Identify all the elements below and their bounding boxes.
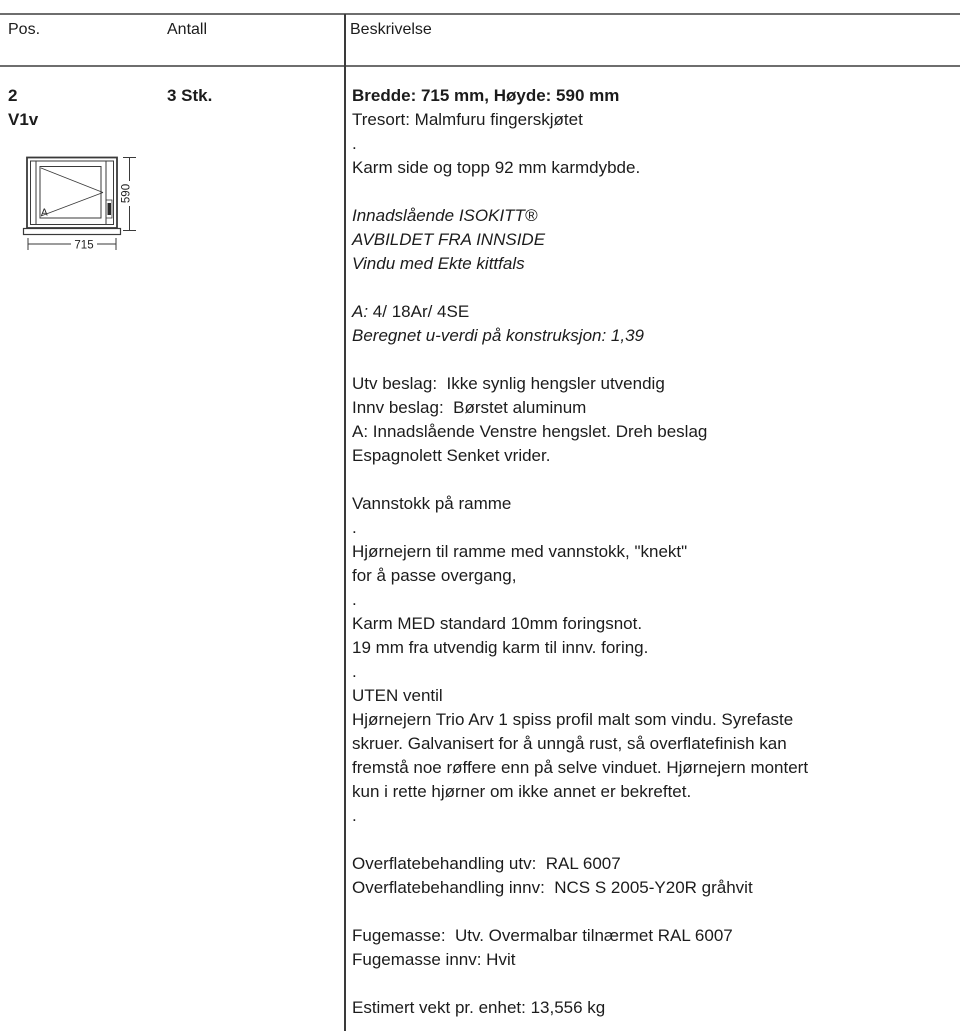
description-line: kun i rette hjørner om ikke annet er bekreftet. <box>352 782 692 801</box>
description-line <box>352 276 952 300</box>
description-line <box>352 900 952 924</box>
description-line: . <box>352 662 357 681</box>
description-line <box>352 180 952 204</box>
description-line: Innadslående ISOKITT® <box>352 206 538 225</box>
table-top-border <box>0 13 960 15</box>
column-header-antall: Antall <box>167 21 208 38</box>
window-handle <box>108 203 112 215</box>
column-header-pos: Pos. <box>8 21 41 38</box>
window-diagram <box>14 148 144 253</box>
height-dim-label: 590 <box>120 183 133 204</box>
description-line: UTEN ventil <box>352 686 443 705</box>
description-line: Bredde: 715 mm, Høyde: 590 mm <box>352 86 620 105</box>
description-line: . <box>352 134 357 153</box>
window-sash <box>40 167 101 219</box>
opening-symbol-lower <box>41 193 103 217</box>
table-header-underline <box>0 65 960 67</box>
description-line: skruer. Galvanisert for å unngå rust, så overflatefinish kan <box>352 734 787 753</box>
description-line: . <box>352 806 357 825</box>
description-line: 19 mm fra utvendig karm til innv. foring. <box>352 638 649 657</box>
description-line: . <box>352 590 357 609</box>
description-line: Fugemasse: Utv. Overmalbar tilnærmet RAL 6007 <box>352 926 733 945</box>
description-line: Estimert vekt pr. enhet: 13,556 kg <box>352 998 606 1017</box>
description-line: Beregnet u-verdi på konstruksjon: 1,39 <box>352 326 645 345</box>
description-line: Hjørnejern Trio Arv 1 spiss profil malt som vindu. Syrefaste <box>352 710 794 729</box>
description-line <box>352 348 952 372</box>
description-line: Vannstokk på ramme <box>352 494 512 513</box>
description-cell <box>352 84 952 1020</box>
description-line: AVBILDET FRA INNSIDE <box>352 230 546 249</box>
position-number: 2 <box>8 86 18 105</box>
description-line: Karm side og topp 92 mm karmdybde. <box>352 158 641 177</box>
description-line <box>352 468 952 492</box>
description-line: for å passe overgang, <box>352 566 517 585</box>
description-line: Karm MED standard 10mm foringsnot. <box>352 614 643 633</box>
position-cell <box>8 84 38 132</box>
description-line: Vindu med Ekte kittfals <box>352 254 525 273</box>
hinge-label: A <box>41 207 48 219</box>
description-line <box>352 972 952 996</box>
description-line <box>352 828 952 852</box>
description-line: Espagnolett Senket vrider. <box>352 446 551 465</box>
opening-symbol-upper <box>41 168 103 193</box>
description-line: fremstå noe røffere enn på selve vinduet. Hjørnejern montert <box>352 758 809 777</box>
description-line: Tresort: Malmfuru fingerskjøtet <box>352 110 583 129</box>
quantity-cell: 3 Stk. <box>167 86 213 105</box>
position-variant: V1v <box>8 110 39 129</box>
description-line: Overflatebehandling innv: NCS S 2005-Y20R gråhvit <box>352 878 753 897</box>
width-dim-label: 715 <box>74 239 94 252</box>
description-line: A: Innadslående Venstre hengslet. Dreh beslag <box>352 422 708 441</box>
description-line: Hjørnejern til ramme med vannstokk, "knekt" <box>352 542 688 561</box>
description-line: Fugemasse innv: Hvit <box>352 950 516 969</box>
description-line: . <box>352 518 357 537</box>
column-header-beskrivelse: Beskrivelse <box>350 21 432 38</box>
window-sill <box>24 229 121 235</box>
column-divider <box>344 14 346 1031</box>
description-line: A: 4/ 18Ar/ 4SE <box>352 302 470 321</box>
description-line: Innv beslag: Børstet aluminum <box>352 398 587 417</box>
description-line: Overflatebehandling utv: RAL 6007 <box>352 854 621 873</box>
description-line: Utv beslag: Ikke synlig hengsler utvendig <box>352 374 665 393</box>
